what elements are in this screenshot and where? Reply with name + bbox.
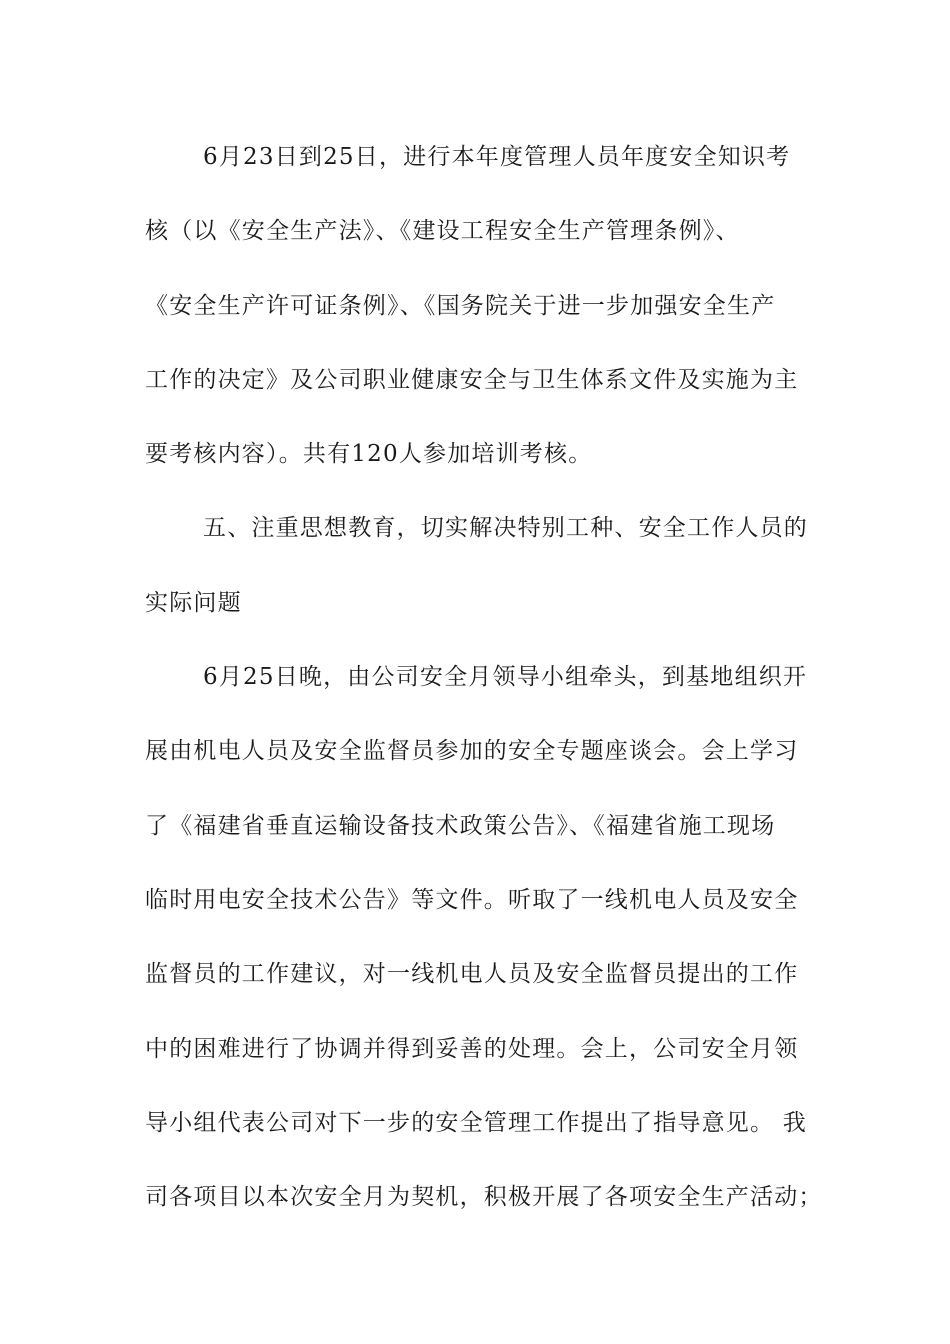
- paragraph-2-line-5: 监督员的工作建议，对一线机电人员及安全监督员提出的工作: [145, 961, 799, 988]
- paragraph-2-line-8: 司各项目以本次安全月为契机，积极开展了各项安全生产活动；: [145, 1184, 823, 1211]
- paragraph-1-line-1: 6月23日到25日，进行本年度管理人员年度安全知识考: [203, 144, 791, 170]
- section-heading-line-2: 实际问题: [145, 589, 242, 616]
- paragraph-2-line-6: 中的困难进行了协调并得到妥善的处理。会上，公司安全月领: [145, 1035, 799, 1062]
- paragraph-1-line-3: 《安全生产许可证条例》、《国务院关于进一步加强安全生产: [145, 292, 776, 319]
- document-body: [145, 120, 825, 1234]
- paragraph-2-line-1: 6月25日晚，由公司安全月领导小组牵头，到基地组织开: [203, 664, 808, 691]
- paragraph-1-line-4: 工作的决定》及公司职业健康安全与卫生体系文件及实施为主: [145, 366, 799, 393]
- paragraph-2-line-7: 导小组代表公司对下一步的安全管理工作提出了指导意见。 我: [145, 1109, 807, 1136]
- paragraph-1-line-5: 要考核内容）。共有120人参加培训考核。: [145, 441, 593, 468]
- paragraph-2-line-3: 了《福建省垂直运输设备技术政策公告》、《福建省施工现场: [145, 812, 776, 839]
- paragraph-1-line-2: 核（以《安全生产法》、《建设工程安全生产管理条例》、: [145, 218, 740, 245]
- section-heading-line-1: 五、注重思想教育，切实解决特别工种、安全工作人员的: [203, 515, 808, 542]
- paragraph-2-line-4: 临时用电安全技术公告》等文件。听取了一线机电人员及安全: [145, 886, 799, 913]
- paragraph-2-line-2: 展由机电人员及安全监督员参加的安全专题座谈会。会上学习: [145, 738, 799, 765]
